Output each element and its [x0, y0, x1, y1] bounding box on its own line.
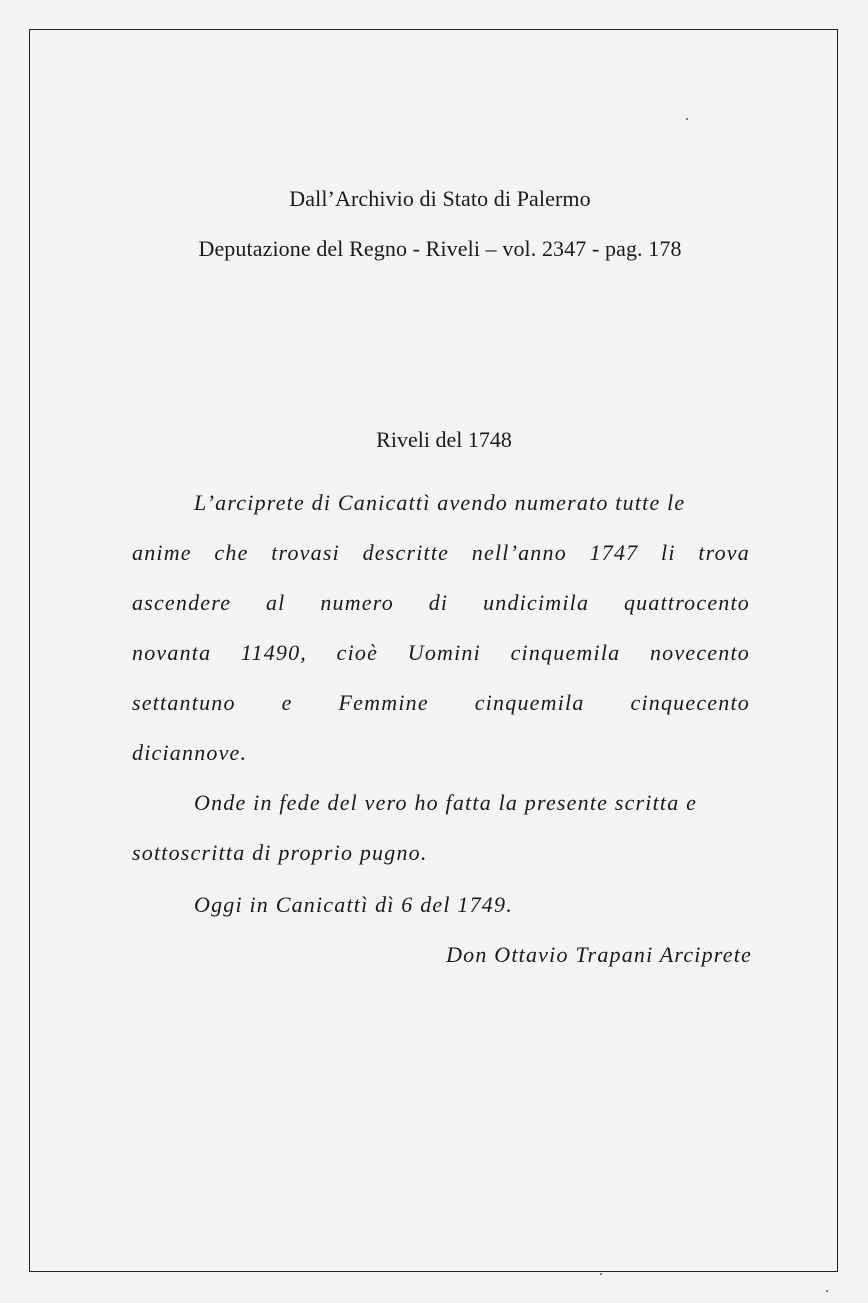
word: al: [265, 590, 286, 615]
word: nell’anno: [471, 540, 567, 565]
word: cinquemila: [474, 690, 585, 715]
word: settantuno: [132, 690, 236, 715]
archive-source-line: Dall’Archivio di Stato di Palermo: [289, 186, 591, 211]
date-line: Oggi in Canicattì dì 6 del 1749.: [194, 892, 513, 917]
paragraph1-line6: diciannove.: [132, 740, 248, 765]
document-title: Riveli del 1748: [376, 427, 512, 452]
word: novecento: [649, 640, 750, 665]
archive-reference-line: Deputazione del Regno - Riveli – vol. 2347 - pag. 178: [198, 236, 682, 261]
word: cinquecento: [630, 690, 750, 715]
paragraph2-line2: sottoscritta di proprio pugno.: [132, 840, 428, 865]
word: 11490,: [240, 640, 307, 665]
paper-speck: [826, 1290, 828, 1292]
word: e: [281, 690, 293, 715]
paragraph1-line3: [132, 590, 750, 616]
paper-speck: [686, 118, 688, 120]
word: 1747: [589, 540, 639, 565]
word: li: [661, 540, 676, 565]
word: cioè: [336, 640, 379, 665]
word: ascendere: [132, 590, 232, 615]
word: trova: [698, 540, 750, 565]
word: cinquemila: [510, 640, 621, 665]
paper-speck: [600, 1273, 602, 1275]
word: descritte: [362, 540, 450, 565]
word: undicimila: [483, 590, 590, 615]
word: numero: [320, 590, 394, 615]
paragraph1-line5: [132, 690, 750, 716]
word: novanta: [132, 640, 212, 665]
signature-line: Don Ottavio Trapani Arciprete: [446, 942, 752, 967]
paragraph2-line1: Onde in fede del vero ho fatta la presente scritta e: [194, 790, 698, 815]
paragraph1-line4: [132, 640, 750, 666]
word: Uomini: [407, 640, 481, 665]
paragraph1-line1: L’arciprete di Canicattì avendo numerato tutte le: [194, 490, 686, 515]
word: quattrocento: [623, 590, 750, 615]
paragraph1-line2: [132, 540, 750, 566]
word: che: [214, 540, 249, 565]
word: di: [428, 590, 449, 615]
word: Femmine: [338, 690, 429, 715]
word: trovasi: [271, 540, 340, 565]
word: anime: [132, 540, 192, 565]
